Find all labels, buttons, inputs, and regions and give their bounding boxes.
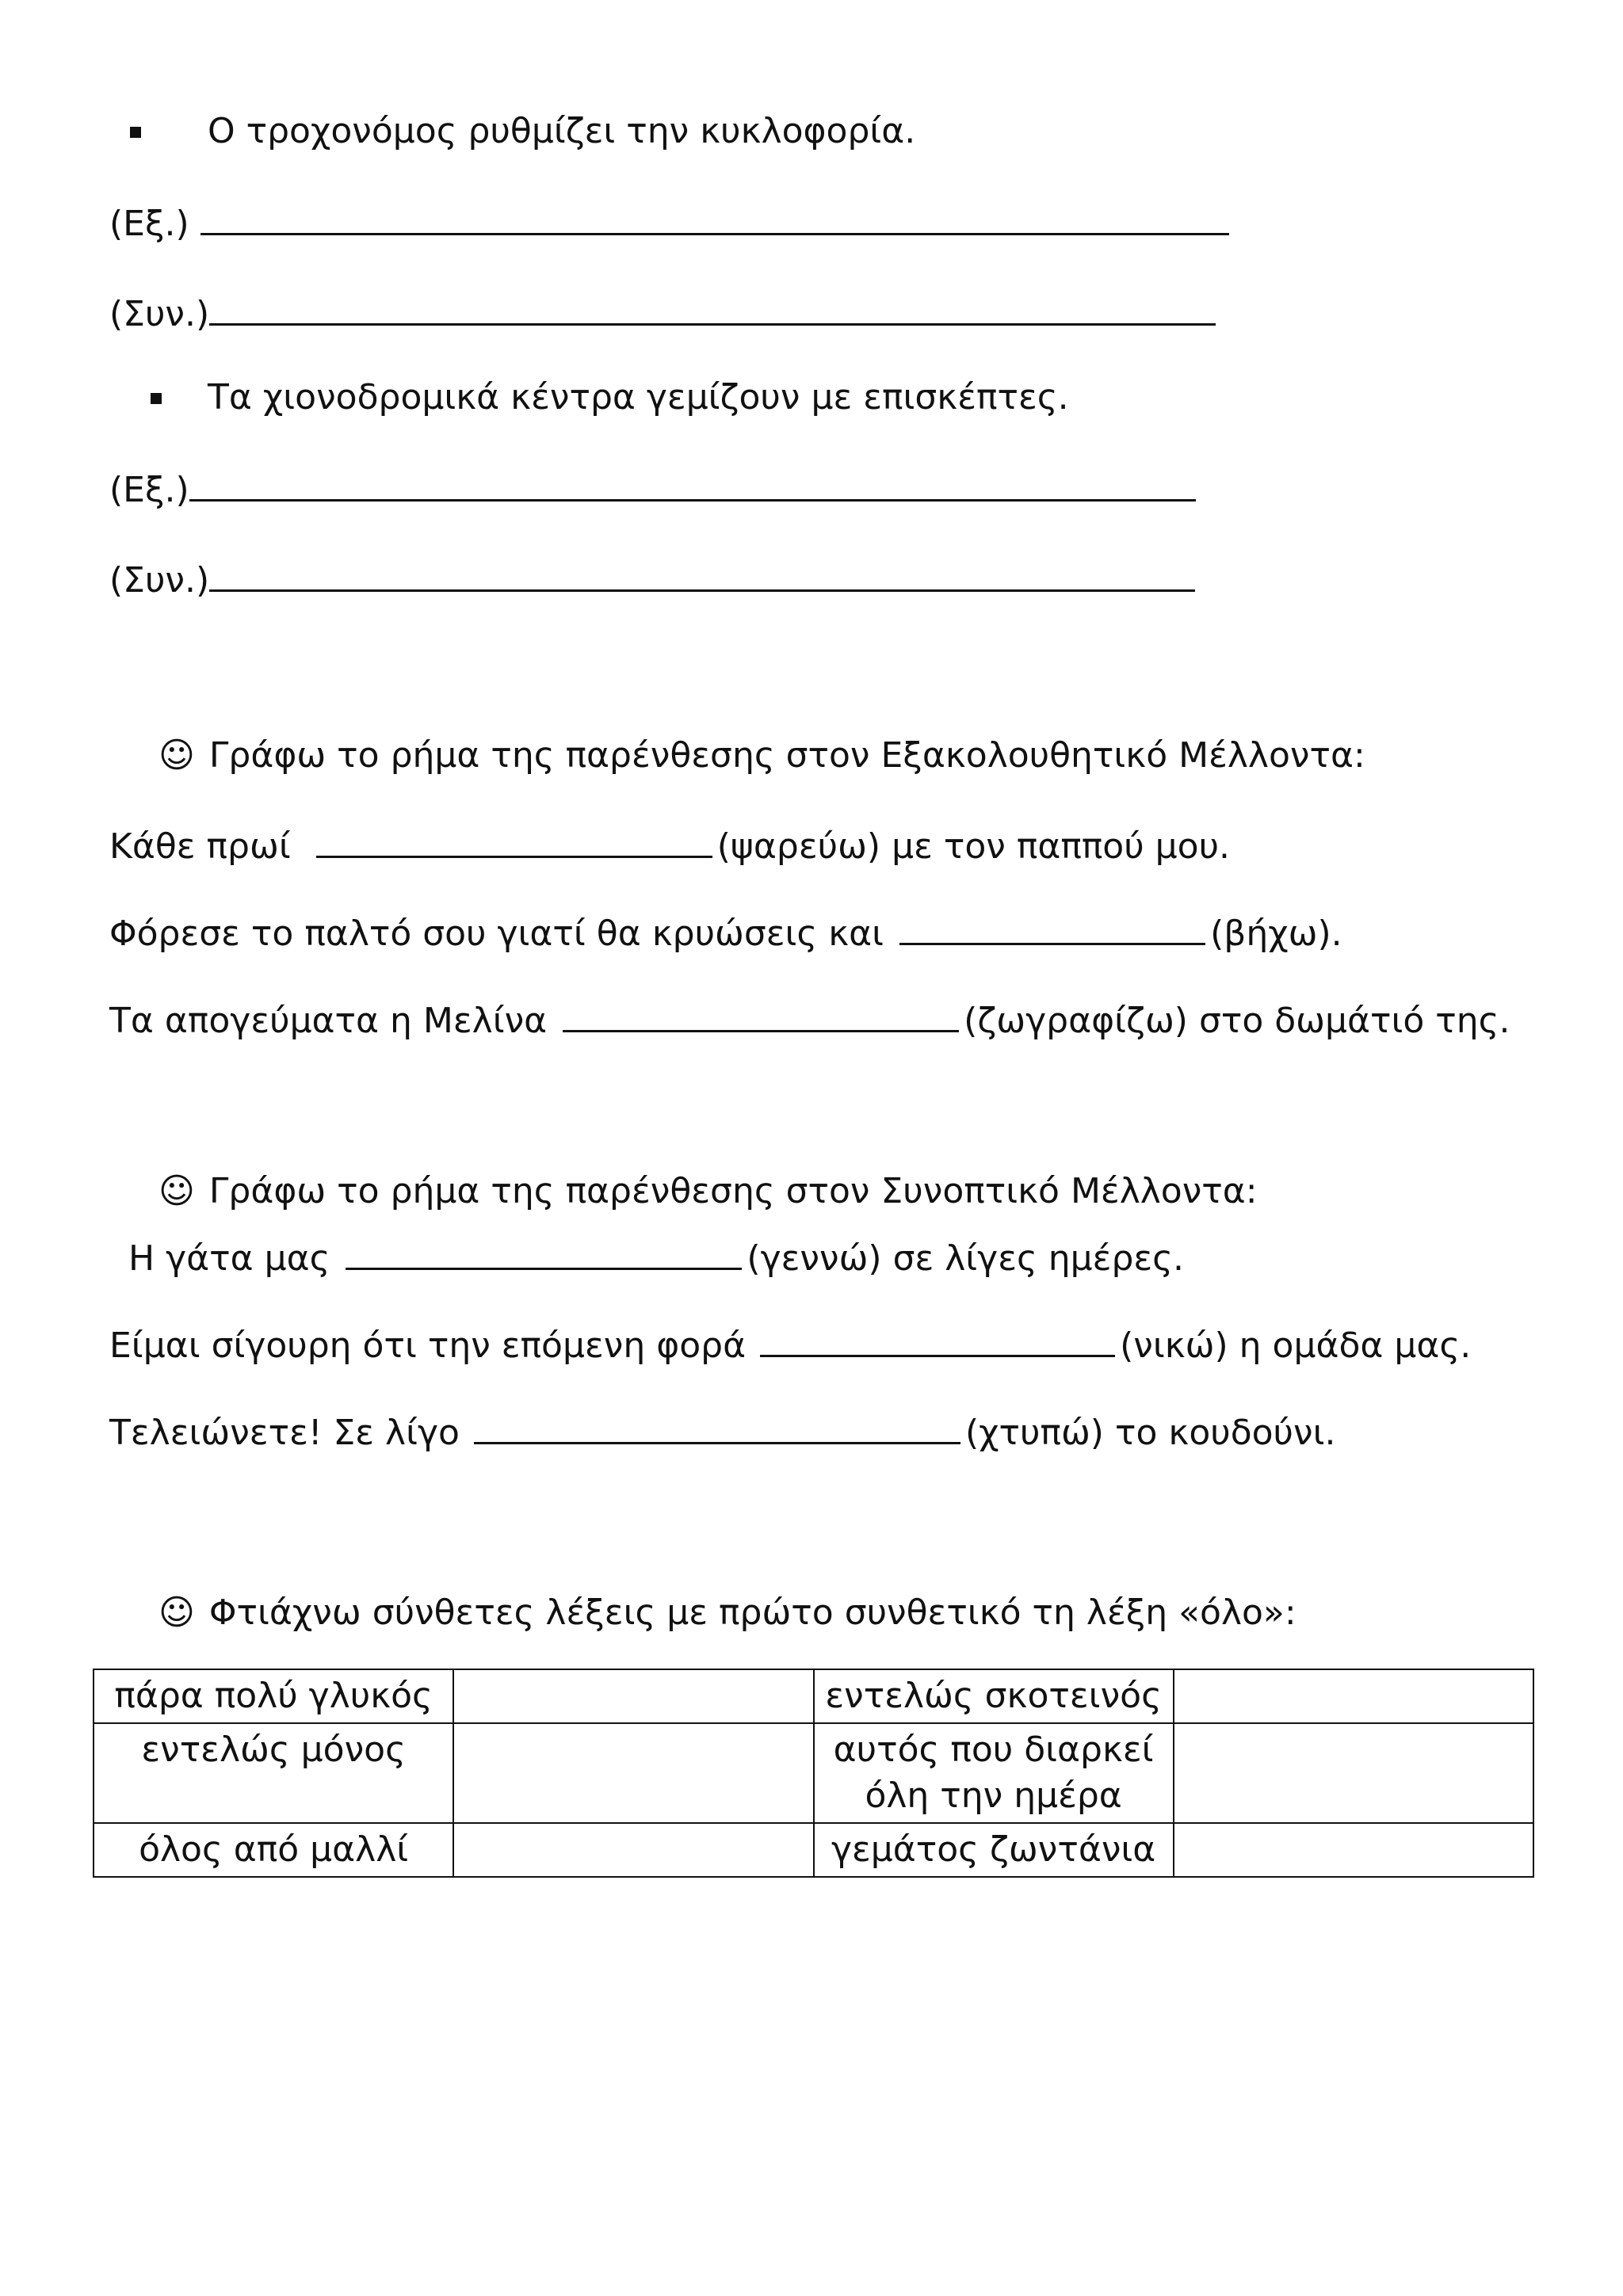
- verb-hint: (γεννώ): [747, 1238, 882, 1279]
- answer-blank[interactable]: [209, 555, 1195, 592]
- answer-blank[interactable]: [899, 908, 1205, 945]
- answer-line-syn-2[interactable]: [109, 555, 1200, 605]
- answer-blank[interactable]: [316, 821, 712, 858]
- definition-cell: γεμάτος ζωντάνια: [814, 1823, 1174, 1877]
- exercise-item-2: [127, 374, 1069, 421]
- bullet-icon: [130, 127, 141, 138]
- section-heading-simple-future: [158, 1168, 1258, 1215]
- answer-label: (Συν.): [109, 294, 210, 334]
- answer-cell[interactable]: [1174, 1723, 1533, 1823]
- answer-label: (Συν.): [109, 560, 210, 601]
- answer-label: (Εξ.): [109, 204, 189, 244]
- answer-blank[interactable]: [189, 464, 1196, 502]
- sentence-start: Είμαι σίγουρη ότι την επόμενη φορά: [109, 1325, 747, 1366]
- sentence-start: Η γάτα μας: [128, 1238, 330, 1279]
- answer-line-ex-1[interactable]: [109, 198, 1234, 248]
- answer-label: (Εξ.): [109, 470, 189, 510]
- heading-text: Φτιάχνω σύνθετες λέξεις με πρώτο συνθετικό τη λέξη «όλο»:: [208, 1592, 1296, 1633]
- fill-line: [109, 1407, 1335, 1457]
- heading-text: Γράφω το ρήμα της παρένθεσης στον Συνοπτικό Μέλλοντα:: [208, 1171, 1258, 1211]
- fill-line: [109, 1320, 1471, 1370]
- exercise-item-1: [127, 108, 915, 155]
- fill-line: [109, 908, 1342, 958]
- answer-blank[interactable]: [200, 198, 1229, 235]
- definition-cell: εντελώς μόνος: [94, 1723, 453, 1823]
- section-heading-continuous-future: [158, 732, 1365, 780]
- answer-blank[interactable]: [474, 1407, 960, 1444]
- verb-hint: (ψαρεύω): [716, 826, 881, 867]
- sentence-start: Κάθε πρωί: [109, 826, 291, 867]
- answer-blank[interactable]: [563, 995, 959, 1032]
- sentence-end: στο δωμάτιό της.: [1198, 1001, 1510, 1041]
- answer-line-syn-1[interactable]: [109, 288, 1220, 338]
- table-row: [94, 1823, 1533, 1877]
- smiley-icon: ☺: [158, 735, 195, 776]
- answer-blank[interactable]: [209, 288, 1216, 326]
- answer-blank[interactable]: [346, 1233, 742, 1270]
- answer-cell[interactable]: [453, 1669, 813, 1723]
- sentence-text: Τα χιονοδρομικά κέντρα γεμίζουν με επισκέπτες.: [208, 377, 1069, 418]
- sentence-end: σε λίγες ημέρες.: [892, 1238, 1184, 1279]
- bullet-icon: [151, 393, 162, 404]
- definition-cell: πάρα πολύ γλυκός: [94, 1669, 453, 1723]
- definition-cell: όλος από μαλλί: [94, 1823, 453, 1877]
- sentence-start: Τελειώνετε! Σε λίγο: [109, 1413, 460, 1453]
- sentence-end: η ομάδα μας.: [1239, 1325, 1472, 1366]
- fill-line: [128, 1233, 1184, 1283]
- sentence-start: Φόρεσε το παλτό σου γιατί θα κρυώσεις και: [109, 913, 884, 954]
- answer-cell[interactable]: [1174, 1669, 1533, 1723]
- heading-text: Γράφω το ρήμα της παρένθεσης στον Εξακολουθητικό Μέλλοντα:: [208, 735, 1365, 776]
- sentence-text: Ο τροχονόμος ρυθμίζει την κυκλοφορία.: [208, 111, 916, 151]
- table-row: [94, 1723, 1533, 1823]
- answer-cell[interactable]: [453, 1823, 813, 1877]
- answer-cell[interactable]: [1174, 1823, 1533, 1877]
- verb-hint: (νικώ): [1120, 1325, 1228, 1366]
- compound-words-table: [93, 1669, 1534, 1878]
- answer-cell[interactable]: [453, 1723, 813, 1823]
- sentence-end: το κουδούνι.: [1114, 1413, 1336, 1453]
- definition-cell: αυτός που διαρκεί όλη την ημέρα: [814, 1723, 1174, 1823]
- smiley-icon: ☺: [158, 1592, 195, 1633]
- answer-blank[interactable]: [760, 1320, 1115, 1357]
- smiley-icon: ☺: [158, 1171, 195, 1211]
- verb-hint: (βήχω).: [1210, 913, 1342, 954]
- verb-hint: (ζωγραφίζω): [964, 1001, 1188, 1041]
- sentence-end: με τον παππού μου.: [892, 826, 1231, 867]
- verb-hint: (χτυπώ): [964, 1413, 1104, 1453]
- section-heading-compound-words: [158, 1589, 1296, 1637]
- table-row: [94, 1669, 1533, 1723]
- sentence-start: Τα απογεύματα η Μελίνα: [109, 1001, 548, 1041]
- fill-line: [109, 821, 1230, 871]
- fill-line: [109, 995, 1510, 1045]
- definition-cell: εντελώς σκοτεινός: [814, 1669, 1174, 1723]
- answer-line-ex-2[interactable]: [109, 464, 1201, 514]
